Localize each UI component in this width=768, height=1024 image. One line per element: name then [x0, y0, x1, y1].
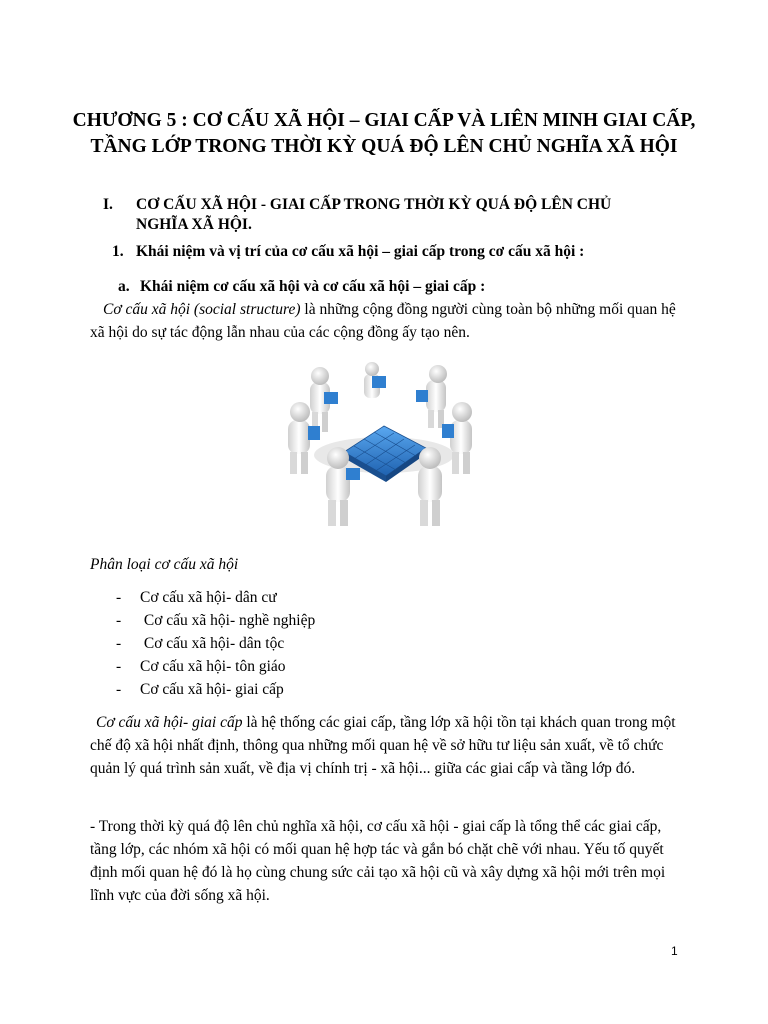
list-item: - Cơ cấu xã hội- dân tộc	[116, 632, 315, 655]
subsection-heading-1	[112, 242, 672, 262]
list-item: - Cơ cấu xã hội- nghề nghiệp	[116, 609, 315, 632]
term-italic: Cơ cấu xã hội- giai cấp	[96, 714, 243, 731]
figure-person-icon	[418, 447, 442, 526]
puzzle-people-illustration	[266, 360, 502, 538]
paragraph-social-structure	[90, 298, 680, 344]
list-item: - Cơ cấu xã hội- tôn giáo	[116, 655, 315, 678]
subsection-text: Khái niệm cơ cấu xã hội và cơ cấu xã hội – giai cấp :	[140, 278, 486, 295]
figure-person-icon	[442, 402, 472, 474]
page-number: 1	[671, 944, 678, 958]
figure-person-icon	[310, 367, 338, 432]
subsection-number: 1.	[112, 243, 124, 260]
section-number: I.	[103, 196, 113, 213]
figure-person-icon	[364, 362, 386, 398]
list-item: - Cơ cấu xã hội- giai cấp	[116, 678, 315, 701]
paragraph-text: là hệ thống các giai cấp, tầng lớp xã hội tồn tại khách quan trong một chế độ xã hội nhất định, thông qua những mối quan hệ về sở hữu tư liệu sản xuất, về tổ chức quản lý quá trình sản xuất, về địa vị chính trị - xã hội... giữa các giai cấp và tầng lớp đó.	[90, 714, 676, 777]
section-heading-I	[103, 195, 663, 235]
list-item: - Cơ cấu xã hội- dân cư	[116, 586, 315, 609]
paragraph-class-structure	[90, 711, 682, 780]
section-text: CƠ CẤU XÃ HỘI - GIAI CẤP TRONG THỜI KỲ QUÁ ĐỘ LÊN CHỦ NGHĨA XÃ HỘI.	[136, 196, 612, 233]
subsection-text: Khái niệm và vị trí của cơ cấu xã hội – giai cấp trong cơ cấu xã hội :	[136, 243, 585, 260]
chapter-title: CHƯƠNG 5 : CƠ CẤU XÃ HỘI – GIAI CẤP VÀ LIÊN MINH GIAI CẤP, TẦNG LỚP TRONG THỜI KỲ QUÁ ĐỘ LÊN CHỦ NGHĨA XÃ HỘI	[72, 110, 696, 157]
classification-heading: Phân loại cơ cấu xã hội	[90, 556, 239, 573]
paragraph-transition-period: - Trong thời kỳ quá độ lên chủ nghĩa xã hội, cơ cấu xã hội - giai cấp là tổng thể các giai cấp, tầng lớp, các nhóm xã hội có mối quan hệ hợp tác và gắn bó chặt chẽ với nhau. Yếu tố quyết định mối quan hệ đó là họ cùng chung sức cải tạo xã hội cũ và xây dựng xã hội mới trên mọi lĩnh vực của đời sống xã hội.	[90, 818, 666, 904]
classification-list	[116, 586, 315, 701]
paragraph-text: là những cộng đồng người cùng toàn bộ những mối quan hệ xã hội do sự tác động lẫn nhau của các cộng đồng ấy tạo nên.	[90, 301, 676, 341]
term-italic: Cơ cấu xã hội (social structure)	[103, 301, 301, 318]
subsection-number: a.	[118, 278, 130, 295]
subsection-heading-a	[118, 277, 678, 297]
figure-person-icon	[416, 365, 447, 428]
